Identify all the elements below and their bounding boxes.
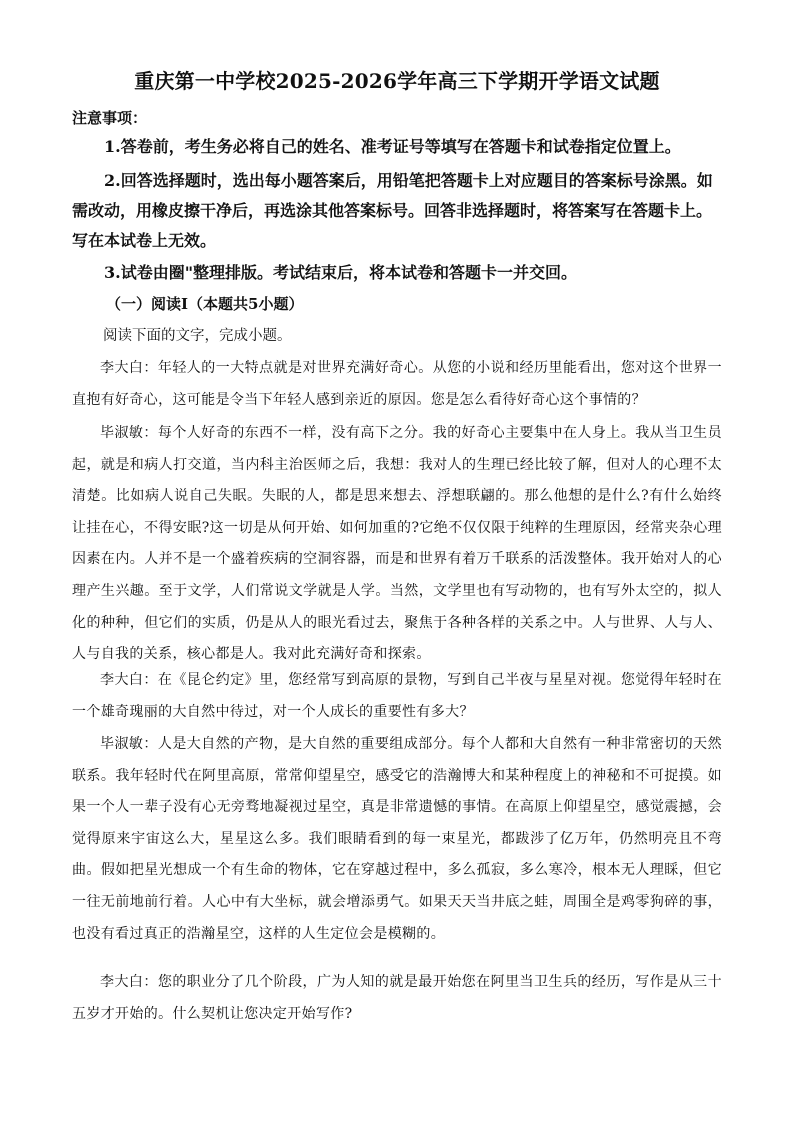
notice-item-1: 1.答卷前，考生务必将自己的姓名、准考证号等填写在答题卡和试卷指定位置上。 bbox=[104, 137, 681, 156]
notice-label: 注意事项： bbox=[72, 109, 148, 127]
interview-paragraph: 毕淑敏：每个人好奇的东西不一样，没有高下之分。我的好奇心主要集中在人身上。我从当卫生员起，就是和病人打交道，当内科主治医师之后，我想：我对人的生理已经比较了解，但对人的心理不太清楚。比如病人说自己失眠。失眠的人，都是思来想去、浮想联翩的。那么他想的是什么?有什么始终让挂在心，不得安眠?这一切是从何开始、如何加重的?它绝不仅仅限于纯粹的生理原因，经常夹杂心理因素在内。人并不是一个盛着疾病的空洞容器，而是和世界有着万千联系的活泼整体。我开始对人的心理产生兴趣。至于文学，人们常说文学就是人学。当然，文学里也有写动物的，也有写外太空的，拟人化的种种，但它们的实质，仍是从人的眼光看过去，聚焦于各种各样的关系之中。人与世界、人与人、人与自我的关系，核心都是人。我对此充满好奇和探索。 bbox=[72, 425, 722, 663]
reading-instruction: 阅读下面的文字，完成小题。 bbox=[103, 328, 292, 344]
notice-item-2: 2.回答选择题时，选出每小题答案后，用铅笔把答题卡上对应题目的答案标号涂黑。如需改动，用橡皮擦干净后，再选涂其他答案标号。回答非选择题时，将答案写在答题卡上。写在本试卷上无效。 bbox=[72, 171, 713, 250]
section-heading: （一）阅读Ⅰ（本题共5小题） bbox=[106, 295, 304, 313]
interview-paragraph: 李大白：年轻人的一大特点就是对世界充满好奇心。从您的小说和经历里能看出，您对这个世界一直抱有好奇心，这可能是令当下年轻人感到亲近的原因。您是怎么看待好奇心这个事情的？ bbox=[72, 360, 722, 408]
interview-paragraph: 李大白：在《昆仑约定》里，您经常写到高原的景物，写到自己半夜与星星对视。您觉得年轻时在一个雄奇瑰丽的大自然中待过，对一个人成长的重要性有多大？ bbox=[72, 672, 722, 720]
interview-paragraph: 李大白：您的职业分了几个阶段，广为人知的就是最开始您在阿里当卫生兵的经历，写作是从三十五岁才开始的。什么契机让您决定开始写作? bbox=[72, 974, 722, 1022]
interview-paragraph: 毕淑敏：人是大自然的产物，是大自然的重要组成部分。每个人都和大自然有一种非常密切的天然联系。我年轻时代在阿里高原，常常仰望星空，感受它的浩瀚博大和某种程度上的神秘和不可捉摸。如果一个人一辈子没有心无旁骛地凝视过星空，真是非常遗憾的事情。在高原上仰望星空，感觉震撼，会觉得原来宇宙这么大，星星这么多。我们眼睛看到的每一束星光，都跋涉了亿万年，仍然明亮且不弯曲。假如把星光想成一个有生命的物体，它在穿越过程中，多么孤寂，多么寒冷，根本无人理睬，但它一往无前地前行着。人心中有大坐标，就会增添勇气。如果天天当井底之蛙，周围全是鸡零狗碎的事，也没有看过真正的浩瀚星空，这样的人生定位会是模糊的。 bbox=[72, 736, 722, 942]
page-title: 重庆第一中学校2025-2026学年高三下学期开学语文试题 bbox=[134, 69, 660, 93]
notice-item-3: 3.试卷由圈"整理排版。考试结束后，将本试卷和答题卡一并交回。 bbox=[104, 263, 578, 282]
